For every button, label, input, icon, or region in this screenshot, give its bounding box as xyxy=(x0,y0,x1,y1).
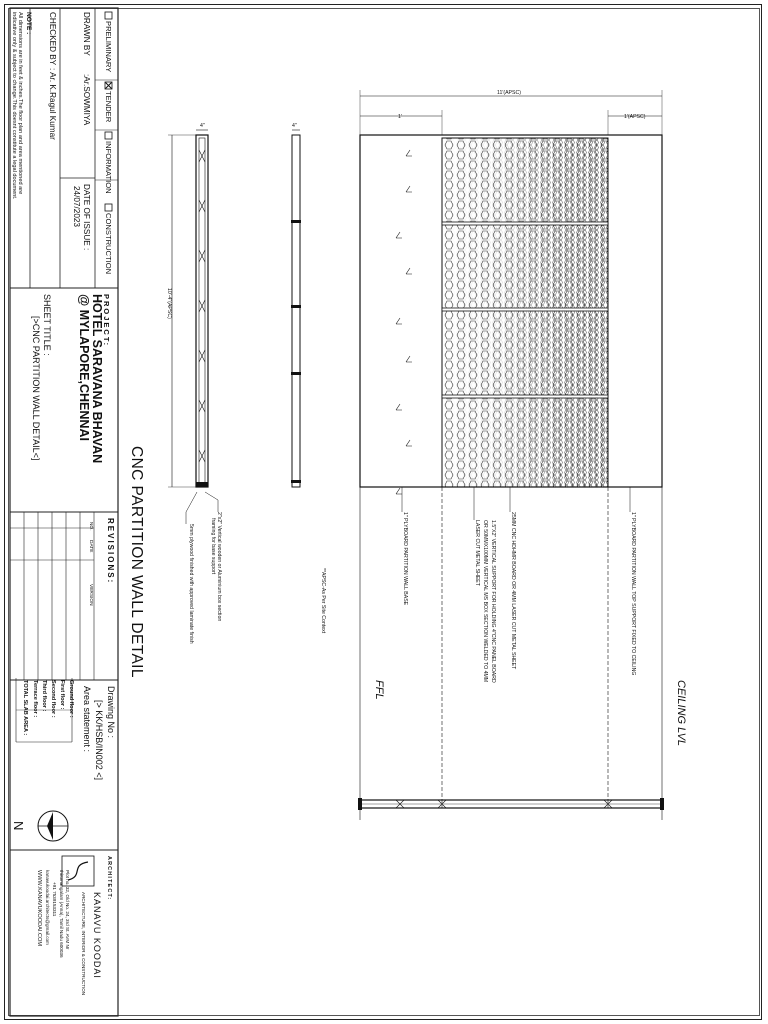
checkbox-construction[interactable] xyxy=(105,204,112,211)
drawing-no-value: [> KK/HSB/IN002 <] xyxy=(94,700,104,781)
callout-base: 1" PLYBOARD PARTITION WALL BASE xyxy=(402,512,408,606)
drawn-by-value: :Ar.SOWMIYA xyxy=(82,74,91,126)
north-label: N xyxy=(11,821,26,831)
dim-overall-height: 10'-4"(APSC) xyxy=(166,288,172,319)
rev-col-version: VERSION xyxy=(88,584,93,606)
date-of-issue-label: DATE OF ISSUE : xyxy=(82,184,91,251)
dim-thickness-right: 4" xyxy=(292,123,297,129)
sheet-title-value: [>CNC PARTITION WALL DETAIL<] xyxy=(31,316,41,461)
firm-address-2: thirumangalam (Anna), Tamil Nadu 600036 xyxy=(59,870,64,958)
stage-information-label: INFORMATION xyxy=(104,141,113,194)
sheet-title-label: SHEET TITLE : xyxy=(42,294,52,356)
stage-preliminary-label: PRELIMINARY xyxy=(104,21,113,73)
firm-tagline: ARCHITECTURE, INTERIOR & CONSTRUCTION xyxy=(81,892,86,996)
note-line-1: All dimensions are in feet & inches.The floor plan and area mentioned are xyxy=(17,12,23,195)
stage-construction-label: CONSTRUCTION xyxy=(104,213,113,275)
rev-col-date: DATE xyxy=(88,540,93,553)
drawing-main-title: CNC PARTITION WALL DETAIL xyxy=(128,446,145,678)
callout-top-support: 1" PLYBOARD PARTITION WALL TOP SUPPORT FIXED TO CEILING xyxy=(630,512,636,676)
rev-col-no: NO. xyxy=(88,522,93,531)
wall-section-view xyxy=(168,130,301,487)
area-row-first: First floor : xyxy=(59,680,65,710)
area-row-ground: Ground floor : xyxy=(68,680,74,718)
north-arrow-icon xyxy=(38,811,68,841)
ffl-label: FFL xyxy=(373,680,385,700)
section-note-plywood: 5mm plywood finished with approved laminate finish xyxy=(188,524,194,644)
ceiling-level-label: CEILING LVL xyxy=(675,680,687,747)
area-statement-label: Area statement : xyxy=(82,686,92,753)
revisions-table xyxy=(10,512,94,680)
date-of-issue-value: 24/07/2023 xyxy=(72,186,81,227)
cnc-elevation-view xyxy=(358,90,664,820)
project-name-line-1: HOTEL SARAVANA BHAVAN xyxy=(90,294,104,464)
apsc-note: **APSC-As Per Site Context xyxy=(320,568,326,634)
title-block xyxy=(10,8,118,1016)
dim-left-offset: 1' xyxy=(398,114,402,120)
dim-right-offset: 1'(APSC) xyxy=(624,114,646,120)
project-name-line-2: @ MYLAPORE,CHENNAI xyxy=(77,294,91,441)
revisions-label: REVISIONS: xyxy=(106,518,115,585)
drawn-by-label: DRAWN BY xyxy=(82,12,91,56)
firm-website: WWW.KANAVUKOODAI.COM xyxy=(36,870,42,947)
area-row-third: Third floor : xyxy=(41,680,47,712)
dim-overall-width: 11'(APSC) xyxy=(497,90,521,96)
note-label: NOTE : xyxy=(25,12,32,35)
project-label: PROJECT: xyxy=(102,294,111,348)
area-row-terrace: Terrace floor : xyxy=(32,680,38,718)
checkbox-preliminary[interactable] xyxy=(105,12,112,19)
section-note-framing-1: 2"x2" Vertical wooden or Aluminium box section xyxy=(216,512,222,622)
callout-vertical-support-1: 1.5"X2" VERTICAL SUPPORT FOR HOLDING 4"CNC PANEL BOARD xyxy=(490,520,496,683)
firm-address-1: Plot no. 32, Old No. 24, 3rd St. AVM Nr xyxy=(65,870,70,950)
checked-by-value: : Ar. K.Ragul Kumar xyxy=(48,68,57,140)
callout-vertical-support-3: LASER CUT METAL SHEET xyxy=(474,520,480,586)
checked-by-label: CHECKED BY xyxy=(48,12,57,66)
callout-cnc-sheet: 25MM CNC HDHMR BOARD OR 4MM LASER CUT METAL SHEET xyxy=(510,512,516,670)
firm-phone: +91 7539153311 xyxy=(52,882,57,917)
architect-label: ARCHITECT: xyxy=(106,856,112,901)
firm-email: kanavukoodai.architects@gmail.com xyxy=(45,870,50,945)
drawing-no-label: Drawing No : xyxy=(106,686,116,739)
callout-vertical-support-2: OR 50MMX100MM VERTICAL MS BOX SECTION WELDED TO 4MM xyxy=(482,520,488,683)
area-row-second: Second floor : xyxy=(50,680,56,718)
stage-tender-label: TENDER xyxy=(104,91,113,123)
dim-thickness-left: 4" xyxy=(200,123,205,129)
checkbox-information[interactable] xyxy=(105,132,112,139)
area-row-total: TOTAL SLAB AREA : xyxy=(22,680,28,736)
stage-row xyxy=(104,12,113,274)
section-note-framing-2: framing for base support xyxy=(210,518,216,575)
note-line-2: indicative only & subject to change.This doesnt constitute a legal document. xyxy=(11,12,17,200)
firm-name: KANAVU KOODAI xyxy=(92,892,102,979)
